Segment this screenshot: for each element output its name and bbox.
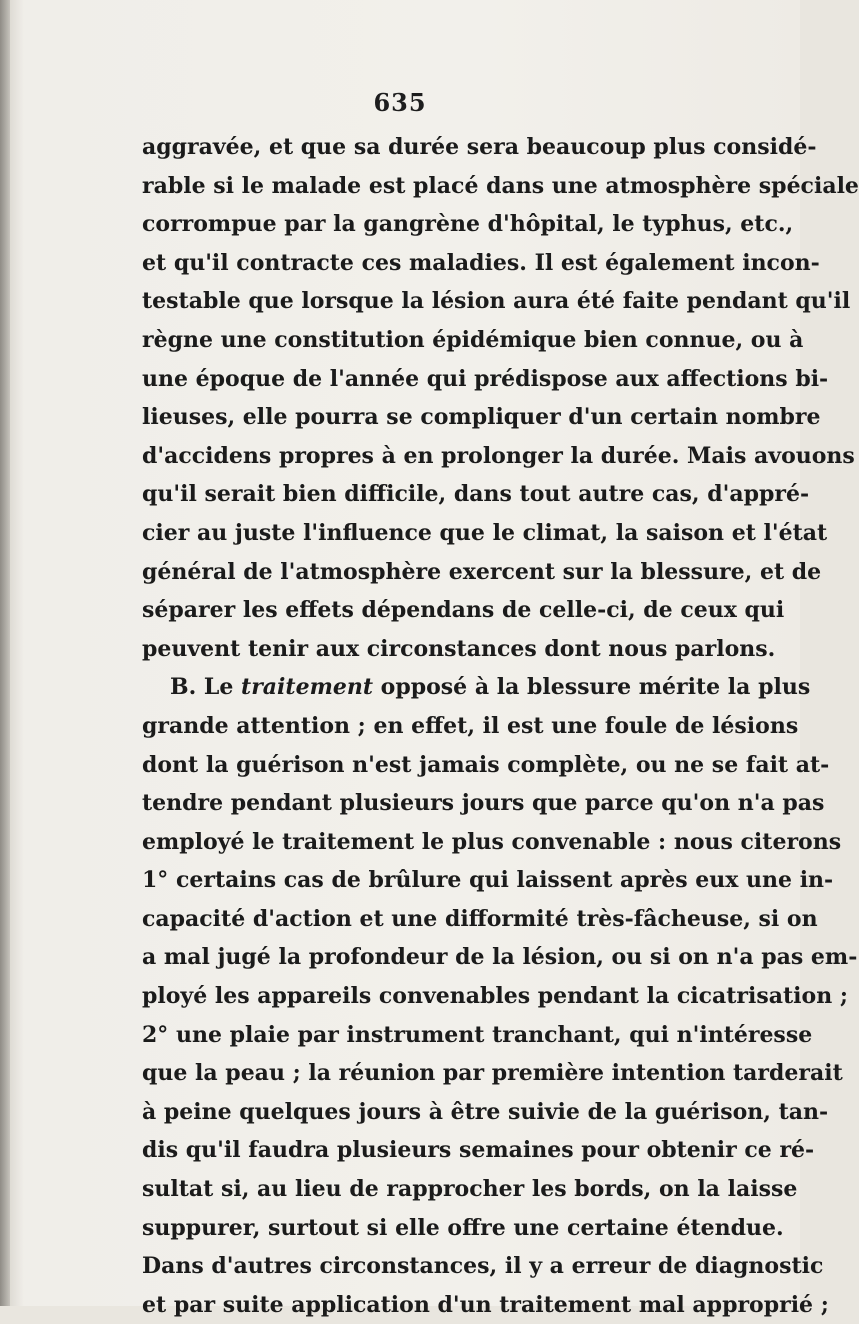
text-line: Dans d'autres circonstances, il y a erreur de diagnostic xyxy=(142,1253,824,1280)
text-line: suppurer, surtout si elle offre une certaine étendue. xyxy=(142,1214,784,1241)
text-line: ployé les appareils convenables pendant la cicatrisation ; xyxy=(142,983,848,1010)
text-line: séparer les effets dépendans de celle-ci, de ceux qui xyxy=(142,597,785,624)
text-fragment: opposé à la blessure mérite la plus xyxy=(373,674,811,701)
text-fragment: B. Le xyxy=(170,674,242,701)
text-line: règne une constitution épidémique bien connue, ou à xyxy=(142,326,804,353)
text-line: à peine quelques jours à être suivie de la guérison, tan- xyxy=(142,1098,829,1125)
text-line: testable que lorsque la lésion aura été faite pendant qu'il xyxy=(142,288,851,315)
text-line: employé le traitement le plus convenable : nous citerons xyxy=(142,828,842,855)
italic-term: traitement xyxy=(241,674,374,701)
text-line: 2° une plaie par instrument tranchant, qui n'intéresse xyxy=(142,1021,813,1048)
text-line: a mal jugé la profondeur de la lésion, ou si on n'a pas em- xyxy=(142,944,858,971)
text-line: 1° certains cas de brûlure qui laissent après eux une in- xyxy=(142,867,834,894)
text-line: dont la guérison n'est jamais complète, ou ne se fait at- xyxy=(142,751,830,778)
text-line: sultat si, au lieu de rapprocher les bords, on la laisse xyxy=(142,1176,798,1203)
text-line: et qu'il contracte ces maladies. Il est également incon- xyxy=(142,249,820,276)
text-line: grande attention ; en effet, il est une foule de lésions xyxy=(142,712,799,739)
text-line: qu'il serait bien difficile, dans tout autre cas, d'appré- xyxy=(142,481,810,508)
text-line: rable si le malade est placé dans une atmosphère spéciale xyxy=(142,172,859,199)
text-line: dis qu'il faudra plusieurs semaines pour obtenir ce ré- xyxy=(142,1137,815,1164)
text-line: cier au juste l'influence que le climat, la saison et l'état xyxy=(142,519,828,546)
page-binding-edge xyxy=(0,0,10,1306)
text-line: aggravée, et que sa durée sera beaucoup plus considé- xyxy=(142,134,817,160)
paragraph-start-line xyxy=(142,668,811,707)
text-line: que la peau ; la réunion par première intention tarderait xyxy=(142,1060,843,1087)
body-text xyxy=(142,128,859,1324)
text-line: d'accidens propres à en prolonger la durée. Mais avouons xyxy=(142,442,855,469)
text-line: une époque de l'année qui prédispose aux affections bi- xyxy=(142,365,829,392)
text-line: corrompue par la gangrène d'hôpital, le typhus, etc., xyxy=(142,211,794,238)
text-line: général de l'atmosphère exercent sur la blessure, et de xyxy=(142,558,822,585)
text-line: et par suite application d'un traitement mal approprié ; xyxy=(142,1291,829,1318)
text-line: capacité d'action et une difformité très-fâcheuse, si on xyxy=(142,905,818,932)
text-line: lieuses, elle pourra se compliquer d'un certain nombre xyxy=(142,404,821,431)
text-line: peuvent tenir aux circonstances dont nous parlons. xyxy=(142,635,776,662)
page-number: 635 xyxy=(373,88,427,117)
text-line: tendre pendant plusieurs jours que parce qu'on n'a pas xyxy=(142,790,825,817)
